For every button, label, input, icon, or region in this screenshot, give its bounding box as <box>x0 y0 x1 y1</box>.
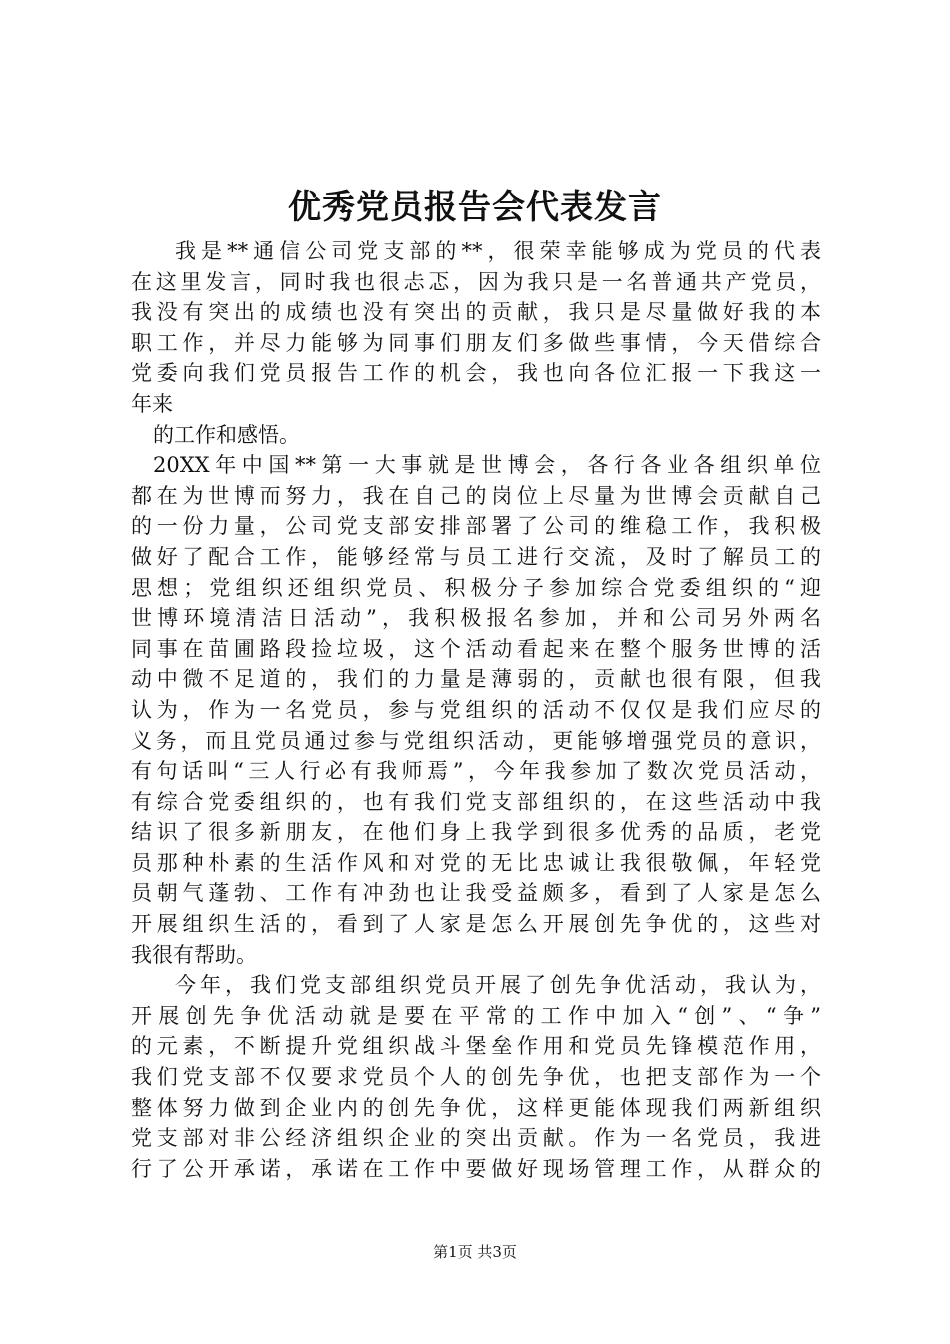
text-line: 党支部对非公经济组织企业的突出贡献。作为一名党员，我进 <box>131 1126 821 1151</box>
text-line: 有句话叫“三人行必有我师焉”，今年我参加了数次党员活动， <box>131 759 821 784</box>
text-line: 都在为世博而努力，我在自己的岗位上尽量为世博会贡献自己 <box>131 483 821 508</box>
text-line: 开展组织生活的，看到了人家是怎么开展创先争优的，这些对 <box>131 912 821 937</box>
text-line: 我是**通信公司党支部的**，很荣幸能够成为党员的代表 <box>175 239 821 263</box>
text-line: 行了公开承诺，承诺在工作中要做好现场管理工作，从群众的 <box>131 1156 821 1181</box>
text-line: 20XX年中国**第一大事就是世博会，各行各业各组织单位 <box>153 453 821 478</box>
text-line: 我很有帮助。 <box>131 942 257 967</box>
text-line: 员朝气蓬勃、工作有冲劲也让我受益颇多，看到了人家是怎么 <box>131 881 821 906</box>
text-line: 年来 <box>131 391 173 416</box>
text-line: 党委向我们党员报告工作的机会，我也向各位汇报一下我这一 <box>131 361 821 386</box>
text-line: 在这里发言，同时我也很忐忑，因为我只是一名普通共产党员， <box>131 269 821 294</box>
text-line: 有综合党委组织的，也有我们党支部组织的，在这些活动中我 <box>131 789 821 814</box>
text-line: 开展创先争优活动就是要在平常的工作中加入“创”、“争” <box>131 1003 821 1028</box>
text-line: 的工作和感悟。 <box>153 422 300 447</box>
paragraph-4 <box>131 970 821 1184</box>
text-line: 动中微不足道的，我们的力量是薄弱的，贡献也很有限，但我 <box>131 667 821 692</box>
text-line: 世博环境清洁日活动”，我积极报名参加，并和公司另外两名 <box>131 606 821 631</box>
text-line: 义务，而且党员通过参与党组织活动，更能够增强党员的意识， <box>131 728 821 753</box>
page-number-footer: 第1页 共3页 <box>433 1243 517 1261</box>
paragraph-2 <box>131 420 821 451</box>
text-line: 的一份力量，公司党支部安排部署了公司的维稳工作，我积极 <box>131 514 821 539</box>
paragraph-3 <box>131 450 821 970</box>
text-line: 思想；党组织还组织党员、积极分子参加综合党委组织的“迎 <box>131 575 821 600</box>
page-title: 优秀党员报告会代表发言 <box>288 187 662 226</box>
paragraph-1 <box>131 236 821 420</box>
document-body <box>131 236 821 1184</box>
text-line: 今年，我们党支部组织党员开展了创先争优活动，我认为， <box>175 973 821 998</box>
text-line: 员那种朴素的生活作风和对党的无比忠诚让我很敬佩，年轻党 <box>131 850 821 875</box>
text-line: 整体努力做到企业内的创先争优，这样更能体现我们两新组织 <box>131 1095 821 1120</box>
text-line: 做好了配合工作，能够经常与员工进行交流，及时了解员工的 <box>131 544 821 569</box>
text-line: 的元素，不断提升党组织战斗堡垒作用和党员先锋模范作用， <box>131 1034 821 1059</box>
text-line: 我没有突出的成绩也没有突出的贡献，我只是尽量做好我的本 <box>131 300 821 325</box>
text-line: 认为，作为一名党员，参与党组织的活动不仅仅是我们应尽的 <box>131 697 821 722</box>
text-line: 职工作，并尽力能够为同事们朋友们多做些事情，今天借综合 <box>131 330 821 355</box>
text-line: 结识了很多新朋友，在他们身上我学到很多优秀的品质，老党 <box>131 820 821 845</box>
text-line: 我们党支部不仅要求党员个人的创先争优，也把支部作为一个 <box>131 1065 821 1090</box>
text-line: 同事在苗圃路段捡垃圾，这个活动看起来在整个服务世博的活 <box>131 636 821 661</box>
